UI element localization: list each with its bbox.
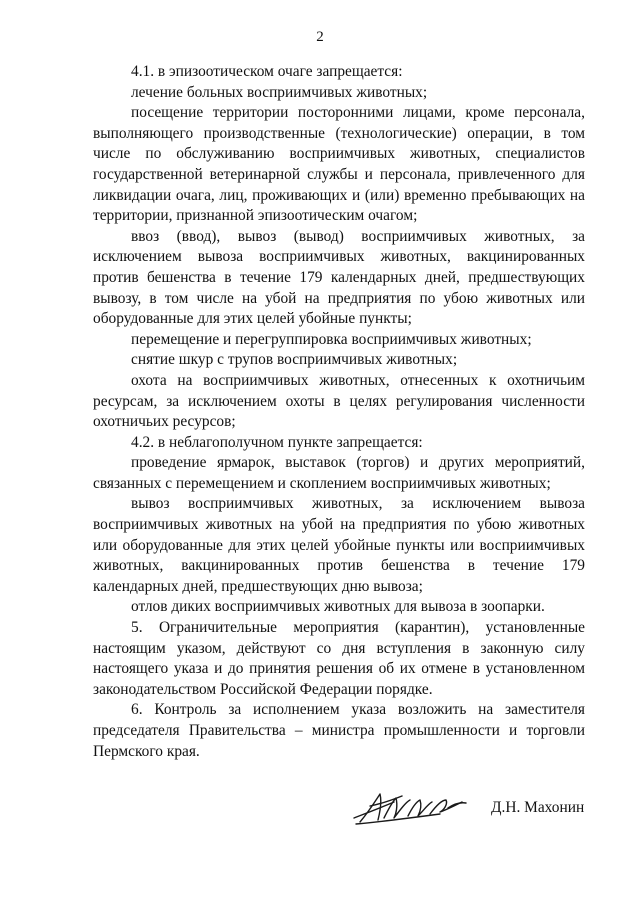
handwritten-signature <box>350 788 470 828</box>
paragraph-treatment-ban: лечение больных восприимчивых животных; <box>131 83 428 101</box>
paragraph-capture-ban: отлов диких восприимчивых животных для вывоза в зоопарки. <box>131 598 545 616</box>
paragraph-skinning-ban: снятие шкур с трупов восприимчивых животных; <box>131 351 458 369</box>
paragraph-5-quarantine: 5. Ограничительные мероприятия (карантин), установленные настоящим указом, действуют со дня вступления в законную силу настоящего указа и до принятия решения об их отмене в установленном законодательством Российской Федерации порядке. <box>93 619 585 698</box>
signature-block <box>0 780 640 840</box>
document-body <box>93 62 585 762</box>
paragraph-4-1-heading: 4.1. в эпизоотическом очаге запрещается: <box>131 63 403 80</box>
paragraph-6-control: 6. Контроль за исполнением указа возложить на заместителя председателя Правительства – министра промышленности и торговли Пермского края. <box>93 701 585 760</box>
paragraph-hunting-ban: охота на восприимчивых животных, отнесенных к охотничьим ресурсам, за исключением охоты в целях регулирования численности охотничьих ресурсов; <box>93 371 585 431</box>
signer-name: Д.Н. Махонин <box>491 799 585 816</box>
paragraph-visit-ban: посещение территории посторонними лицами, кроме персонала, выполняющего производственные (технологические) операции, в том числе по обслуживанию восприимчивых животных, специалистов государственной ветеринарной службы и персонала, привлеченного для ликвидации очага, лиц, проживающих и (или) временно пребывающих на территории, признанной эпизоотическим очагом; <box>93 104 585 225</box>
paragraph-removal-ban: вывоз восприимчивых животных, за исключением вывоза восприимчивых животных на убой на предприятия по убою животных или оборудованные для этих целей убойные пункты или восприимчивых животных, вакцинированных против бешенства в течение 179 календарных дней, предшествующих дню вывоза; <box>93 495 585 595</box>
paragraph-4-2-heading: 4.2. в неблагополучном пункте запрещается: <box>131 433 423 451</box>
paragraph-regrouping-ban: перемещение и перегруппировка восприимчивых животных; <box>131 330 532 348</box>
paragraph-fairs-ban: проведение ярмарок, выставок (торгов) и других мероприятий, связанных с перемещением и скоплением восприимчивых животных; <box>93 454 585 492</box>
page-number: 2 <box>316 29 324 45</box>
paragraph-import-export-ban: ввоз (ввод), вывоз (вывод) восприимчивых животных, за исключением вывоза восприимчивых животных, вакцинированных против бешенства в течение 179 календарных дней, предшествующих вывозу, в том числе на убой на предприятия по убою животных или оборудованные для этих целей убойные пункты; <box>93 227 585 328</box>
